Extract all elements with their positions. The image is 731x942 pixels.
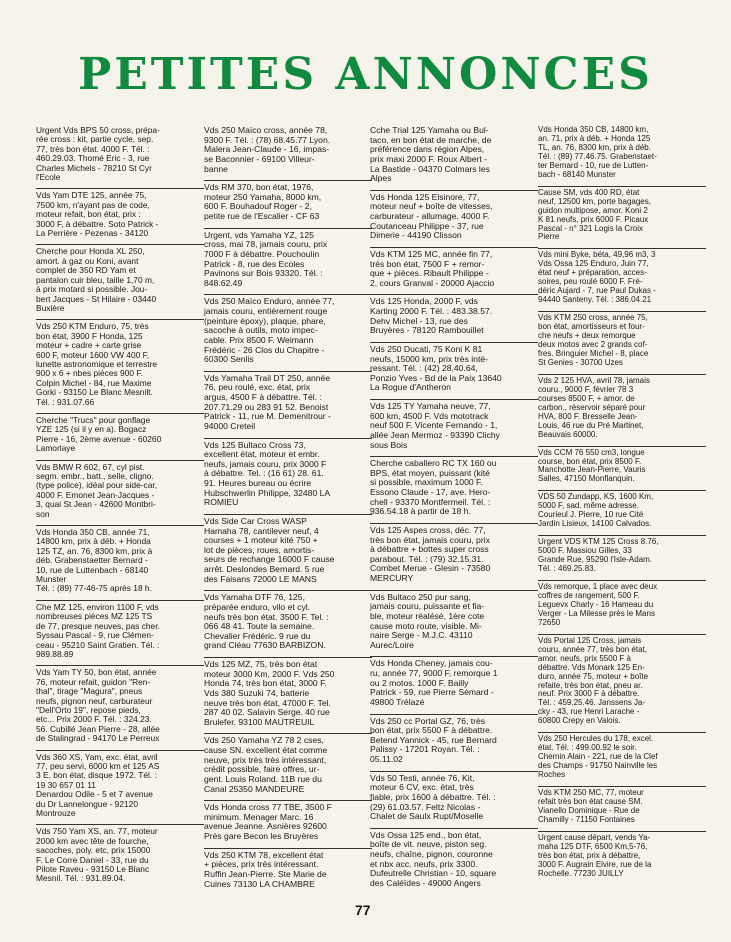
classified-ad: Vds RM 370, bon état, 1976, moteur 250 Yamaha, 8000 km, 600 F. Bouhadouf Roger - 2, petite rue de l'Escalier - CF 63	[204, 180, 372, 224]
classified-ad: Vds Bultaco 250 pur sang, jamais couru, puissante et fia- ble, moteur réalésé, 1ère cote cause moto route, visible. Mi- naire Serge - M.J.C. 43110 Aurec/Loire	[370, 590, 538, 653]
classified-ad: Urgent VDS KTM 125 Cross 8.76, 5000 F. Massiou Gilles, 33 Grande Rue, 95290 l'Isle-Adam. Tél. : 469.25.83.	[538, 535, 706, 576]
ads-column-2	[204, 118, 372, 895]
classified-ad: Vds 125 Bultaco Cross 73, excellent état, moteur et embr. neufs, jamais couru, prix 3000 F à débattre. Tel. : (16 61) 28. 61. 91. Heures bureau ou écrire Hubschwerlin Philippe, 32480 LA ROMIEU	[204, 438, 372, 510]
classified-ad: Vds Yamaha DTF 76, 125, préparée enduro, vilo et cyl. neufs très bon état. 3500 F. Tel. : 066 48 41. Toute la semaine. Chevalier Frédéric. 9 rue du grand Cléau 77630 BARBIZON.	[204, 590, 372, 653]
classified-ad: Cche Trial 125 Yamaha ou Bul- taco, en bon état de marche, de préférence dans région Alpes, prix maxi 2000 F. Roux Albert - La Bastide - 04370 Colmars les Alpes	[370, 125, 492, 184]
classified-ad: Vds Yamaha Trail DT 250, année 76, peu roulé, exc. état, prix argus, 4500 F à débattre. Tél. : 207.71.29 ou 283 91 52. Benoist Patrick - 11, rue M. Demenitrour - 94000 Creteil	[204, 371, 372, 434]
classified-ad: Cherche pour Honda XL 250, amort. à gaz ou Koni, avant complet de 350 RD Yam et pantalon cuir bleu, taille 1,70 m, à prix motard si possible. Jou- bert Jacques - St Hilaire - 03440 Buxière	[36, 244, 204, 315]
classified-ad: Vds Ossa 125 end., bon état, boîte de vit. neuve, piston seg. neufs, chaîne, pignon, couronne et nbx acc. neufs, prix 3300. Dufeutrelle Christian - 10, square des Caléïdes - 49000 Angers	[370, 828, 538, 891]
classified-ad: Cherche caballero RC TX 160 ou BPS, état moyen, puissant (kité si possible, maximum 1000 F. Essono Claude - 17, ave. Hero- chell - 93370 Montfermeil. Tél. : 936.54.18 à partir de 18 h.	[370, 456, 538, 519]
classified-ad: Vds Yam DTE 125, année 75, 7500 km, n'ayant pas de code, moteur refait, bon état, prix : 3000 F, à débattre. Soto Patrick - La Perrière - Pezenas - 34120	[36, 188, 204, 240]
classified-ad: Vds 250 Yamaha YZ 78 2 cses, cause SN. excellent état comme neuve, prix très très intéressant, crédit possible, faire offres, ur- gent. Louis Roland. 11B rue du Canal 25350 MANDEURE	[204, 733, 372, 796]
page-title: PETITES ANNONCES	[78, 49, 653, 100]
classified-ad: Cherche "Trucs" pour gonflage YZE 125 (si il y en a). Bogacz Pierre - 16, 2ème avenue - 60260 Lamorlaye	[36, 413, 204, 456]
classified-ad: Vds Portal 125 Cross, jamais couru, année 77, très bon état, amor. neufs, prix 5500 F à débattre. Vds Monark 125 En- duro, année 75, moteur + boîte refaite, très bon état, pneu ar. neuf. Prix 3000 F à débattre. Tél. : 459.25.46. Janssens Ja- cky - 43, rue Henri Larache - 60800 Crepy en Valois.	[538, 634, 706, 729]
classified-ad: Vds Side Car Cross WASP Hamaha 78, cantilever neuf, 4 courses + 1 moteur kité 750 + lot de pièces, roues, amortis- seurs de rechange 16000 F cause arrêt. Deslondes Bernard. 5 rue des Faisans 72000 LE MANS	[204, 514, 372, 586]
classified-ad: Urgent, vds Yamaha YZ, 125 cross, mai 78, jamais couru, prix 7000 F à débattre. Pouchoulin Patrick - 8, rue des Ecoles Pavinons sur Bois 93320. Tél. : 848.62.49	[204, 228, 372, 291]
classified-ad: Vds 125 Aspes cross, déc. 77, très bon état, jamais couru, prix à débattre + bottes super cross parabout. Tél. : (79) 32.15.31. Combet Merue - Glesin - 73580 MERCURY	[370, 523, 538, 586]
ads-column-3	[370, 118, 538, 895]
classified-ad: Vds remorque, 1 place avec deux coffres de rangement, 500 F. Leguevx Charly - 16 Hameau du Verger - La Milesse près le Mans 72650	[538, 580, 706, 630]
page-number: 77	[355, 902, 371, 918]
classified-ad: Vds 250 KTM 78, excellent état + pièces, prix très intéressant. Ruffin Jean-Pierre. Ste Marie de Cuines 73130 LA CHAMBRE	[204, 848, 372, 892]
classified-ad: VDS 50 Zundapp, KS, 1600 Km, 5000 F, sad. même adresse. Courieul J. Pierre, 10 rue Cité Jardin Lisieux, 14100 Calvados.	[538, 490, 706, 531]
classified-ad: Vds mini Byke, béta, 49,96 m3, 3 Vds Ossa 125 Enduro, Juin 77, état neuf + préparation, acces- soires, peu roulé 6000 F. Fré- déric Aujard - 7, rue Paul Dukas - 94440 Santeny. Tél. : 386.04.21	[538, 248, 706, 307]
classified-ad: Vds KTM 250 MC, 77, moteur refait très bon état cause SM. Vianello Dominique - Rue de Chamilly - 71150 Fontaines	[538, 786, 706, 827]
classified-ad: Vds Honda cross 77 TBE, 3500 F minimum. Menager Marc. 16 avenue Jeanne. Asnières 92600 Près gare Becon les Bruyères	[204, 800, 372, 844]
classified-ad: Vds Honda 350 CB, année 71, 14800 km, prix à déb. + Honda 125 TZ, an. 76, 8300 km, prix à déb. Grabenstaetter Bernard - 10, rue de Luttenbach - 68140 Munster Tél. : (89) 77-46-75 après 18 h.	[36, 525, 204, 596]
classified-ad: Vds 125 TY Yamaha neuve, 77, 600 km, 4500 F. Vds mototrack neuf 500 F. Vicente Fernando - 1, allée Jean Mermoz - 93390 Clichy sous Bois	[370, 399, 538, 452]
classified-ad: Urgent cause départ, vends Ya- maha 125 DTF, 6500 Km,5-76, très bon état, prix à débattre, 3000 F. Augrain Elvire, rue de la Rochelle. 77230 JUILLY	[538, 831, 706, 881]
classified-ad: Vds CCM 76 550 cm3, longue course, bon état, prix 8500 F. Manchotte Jean-Pierre, Vauris Salles, 47150 Monflanquin.	[538, 446, 706, 487]
classified-ad: Vds BMW R 602, 67, cyl pist. segm. embr., batt., selle, cligno. (type police), idéal pour side-car, 4000 F. Emonet Jean-Jacques - 3, quai St Jean - 42600 Montbri- son	[36, 460, 204, 521]
classified-ad: Vds 250 Maïco Enduro, année 77, jamais couru, entièrement rouge (peinture époxy), plaque, phare, sacoche à outils, moto impec- cable. Prix 8500 F. Weimann Frédéric - 26 Clos du Chapitre - 60300 Senlis	[204, 294, 372, 366]
classified-ad: Vds Honda 125 Elsinore, 77, moteur neuf + boîte de vitesses, carburateur - allumage. 4000 F. Coutanceau Philippe - 37, rue Dimerie - 44190 Clisson	[370, 190, 538, 243]
classified-ad: Vds KTM 125 MC, année fin 77, très bon état, 7500 F + remor- que + pièces. Ribault Philippe - 2, cours Granval - 20000 Ajaccio	[370, 247, 538, 291]
classified-ad: Vds Honda Cheney, jamais cou- ru, année 77, 9000 F, remorque 1 ou 2 motos. 1000 F. Bailly Patrick - 59, rue Pierre Sémard - 49800 Trélazé	[370, 656, 538, 709]
classified-ad: Cause SM, vds 400 RD, état neuf, 12500 km, porte bagages, guidon multipose, amor. Koni 2 K 81 neufs, prix 6000 F. Picaux Pascal - n° 321 Logis la Croix Pierre	[538, 186, 706, 245]
classified-ad: Vds 125 MZ, 75, très bon état moteur 3000 Km, 2000 F. Vds 250 Honda 74, très bon état, 3000 F. Vds 380 Suzuki 74, batterie neuve très bon état, 47000 F. Tel. 287 40 02. Salavin Serge. 40 rue Brulefer. 93100 MAUTREUIL	[204, 657, 372, 729]
classified-ad: Vds 750 Yam XS, an. 77, moteur 2000 km avec tête de fourche, sacoches, poly. etc, prix 15000 F. Le Corre Daniel - 33, rue du Pilote Raveu - 93150 Le Blanc Mesnil. Tél. : 931.89.04.	[36, 824, 204, 885]
ads-column-4	[538, 118, 706, 885]
classified-ad: Vds 50 Testi, année 76, Kit, moteur 6 CV, exc. état, très fiable, prix 1600 à débattre. Tél. : (29) 61.03.57. Feltz Nicolas - Chalet de Saulx Rupt/Moselle	[370, 771, 538, 824]
classified-ad: Vds 2 125 HVA, avril 78, jamais couru., 9000 F, février 78 3 courses 8500 F, + amor. de carbon., réservoir séparé pour HVA, 800 F. Bresselle Jean- Louis, 46 rue du Pré Martinet, Beauvais 60000.	[538, 374, 706, 442]
classified-ad: Vds 125 Honda, 2000 F, vds Karting 2000 F. Tél. : 483.38.57. Dehv Michel - 13, rue des Bruyères - 78120 Rambouillet	[370, 294, 538, 338]
classified-ad: Vds 250 cc Portal GZ, 76, très bon état, prix 5500 F à débattre. Betend Yannick - 45, rue Bernard Palissy - 17201 Royan. Tél. : 05.11.02	[370, 714, 538, 767]
classified-ad: Vds Honda 350 CB, 14800 km, an. 71, prix à déb. + Honda 125 TL, an. 76, 8300 km, prix à déb. Tél. : (89) 77.46.75. Grabenstaet- ter Bernard - 10, rue de Lutten- bach - 68140 Munster	[538, 125, 657, 179]
classified-ad: Vds KTM 250 cross, année 75, bon état, amortisseurs et four- che neufs + deux remorque deux motos avec 2 grands cof- fres. Bringuier Michel - 8, place St Genies - 30700 Uzes	[538, 311, 706, 370]
classified-ad: Che MZ 125, environ 1100 F, vds nombreuses pièces MZ 125 TS de 77, presque neuves, pas cher. Syssau Pascal - 9, rue Clémen- ceau - 95210 Saint Gratien. Tél. : 989.88.89	[36, 600, 204, 661]
classified-ad: Vds 250 Hercules du 178, excel. état. Tél. : 499.00.92 le soir. Chemin Alain - 221, rue de la Clef des Champs - 91750 Nainville les Roches	[538, 732, 706, 782]
classified-ad: Vds Yam TY 50, bon état, année 76, moteur refait, guidon "Ren- thal", tirage "Magura", pneus neufs, pignon neuf, carburateur "Dell'Orto 19", repose pieds, etc... Prix 2000 F. Tél. : 324.23. 56. Cubillé Jean Pierre - 28, allée de Stalingrad - 94170 Le Perreux	[36, 665, 204, 745]
classified-ad: Vds 360 XS, Yam, exc. état, avril 77, peu servi, 6000 km et 125 AS 3 E, bon état, disque 1972. Tél. : 19 30 657 01 11 Denardou Odile - 5 et 7 avenue du Dr Lannelongue - 92120 Montrouze	[36, 750, 204, 821]
classified-ad: Vds 250 Maïco cross, année 78, 9300 F. Tél. : (78) 68.45.77 Lyon. Malera Jean-Claude - 16, impas- se Baconnier - 69100 Villeur- banne	[204, 125, 331, 174]
ads-column-1	[36, 118, 204, 890]
classified-ad: Vds 250 Ducati, 75 Koni K 81 neufs, 15000 km, prix très inté- ressant. Tél. : (42) 28.40.64, Ponzio Yves - Bd de la Paix 13640 La Rogue d'Antheron	[370, 342, 538, 395]
classified-ad: Vds 250 KTM Enduro, 75, très bon état, 3900 F Honda, 125 moteur + cadre + carte grise 600 F, moteur 1600 VW 400 F, lunette astronomique et terrestre 900 x 6 + nbes pièces 900 F. Colpin Michel - 84, rue Maxime Gorki - 93150 Le Blanc Mesnilt. Tél. : 931.07.66	[36, 319, 204, 409]
classified-ad: Urgent Vds BPS 50 cross, prépa- rée cross : kit, partie cycle, sep. 77, très bon état. 4000 F. Tél. : 460.29.03. Thomé Eric - 3, rue Charles Michels - 78210 St Cyr l'Ecole	[36, 125, 160, 183]
